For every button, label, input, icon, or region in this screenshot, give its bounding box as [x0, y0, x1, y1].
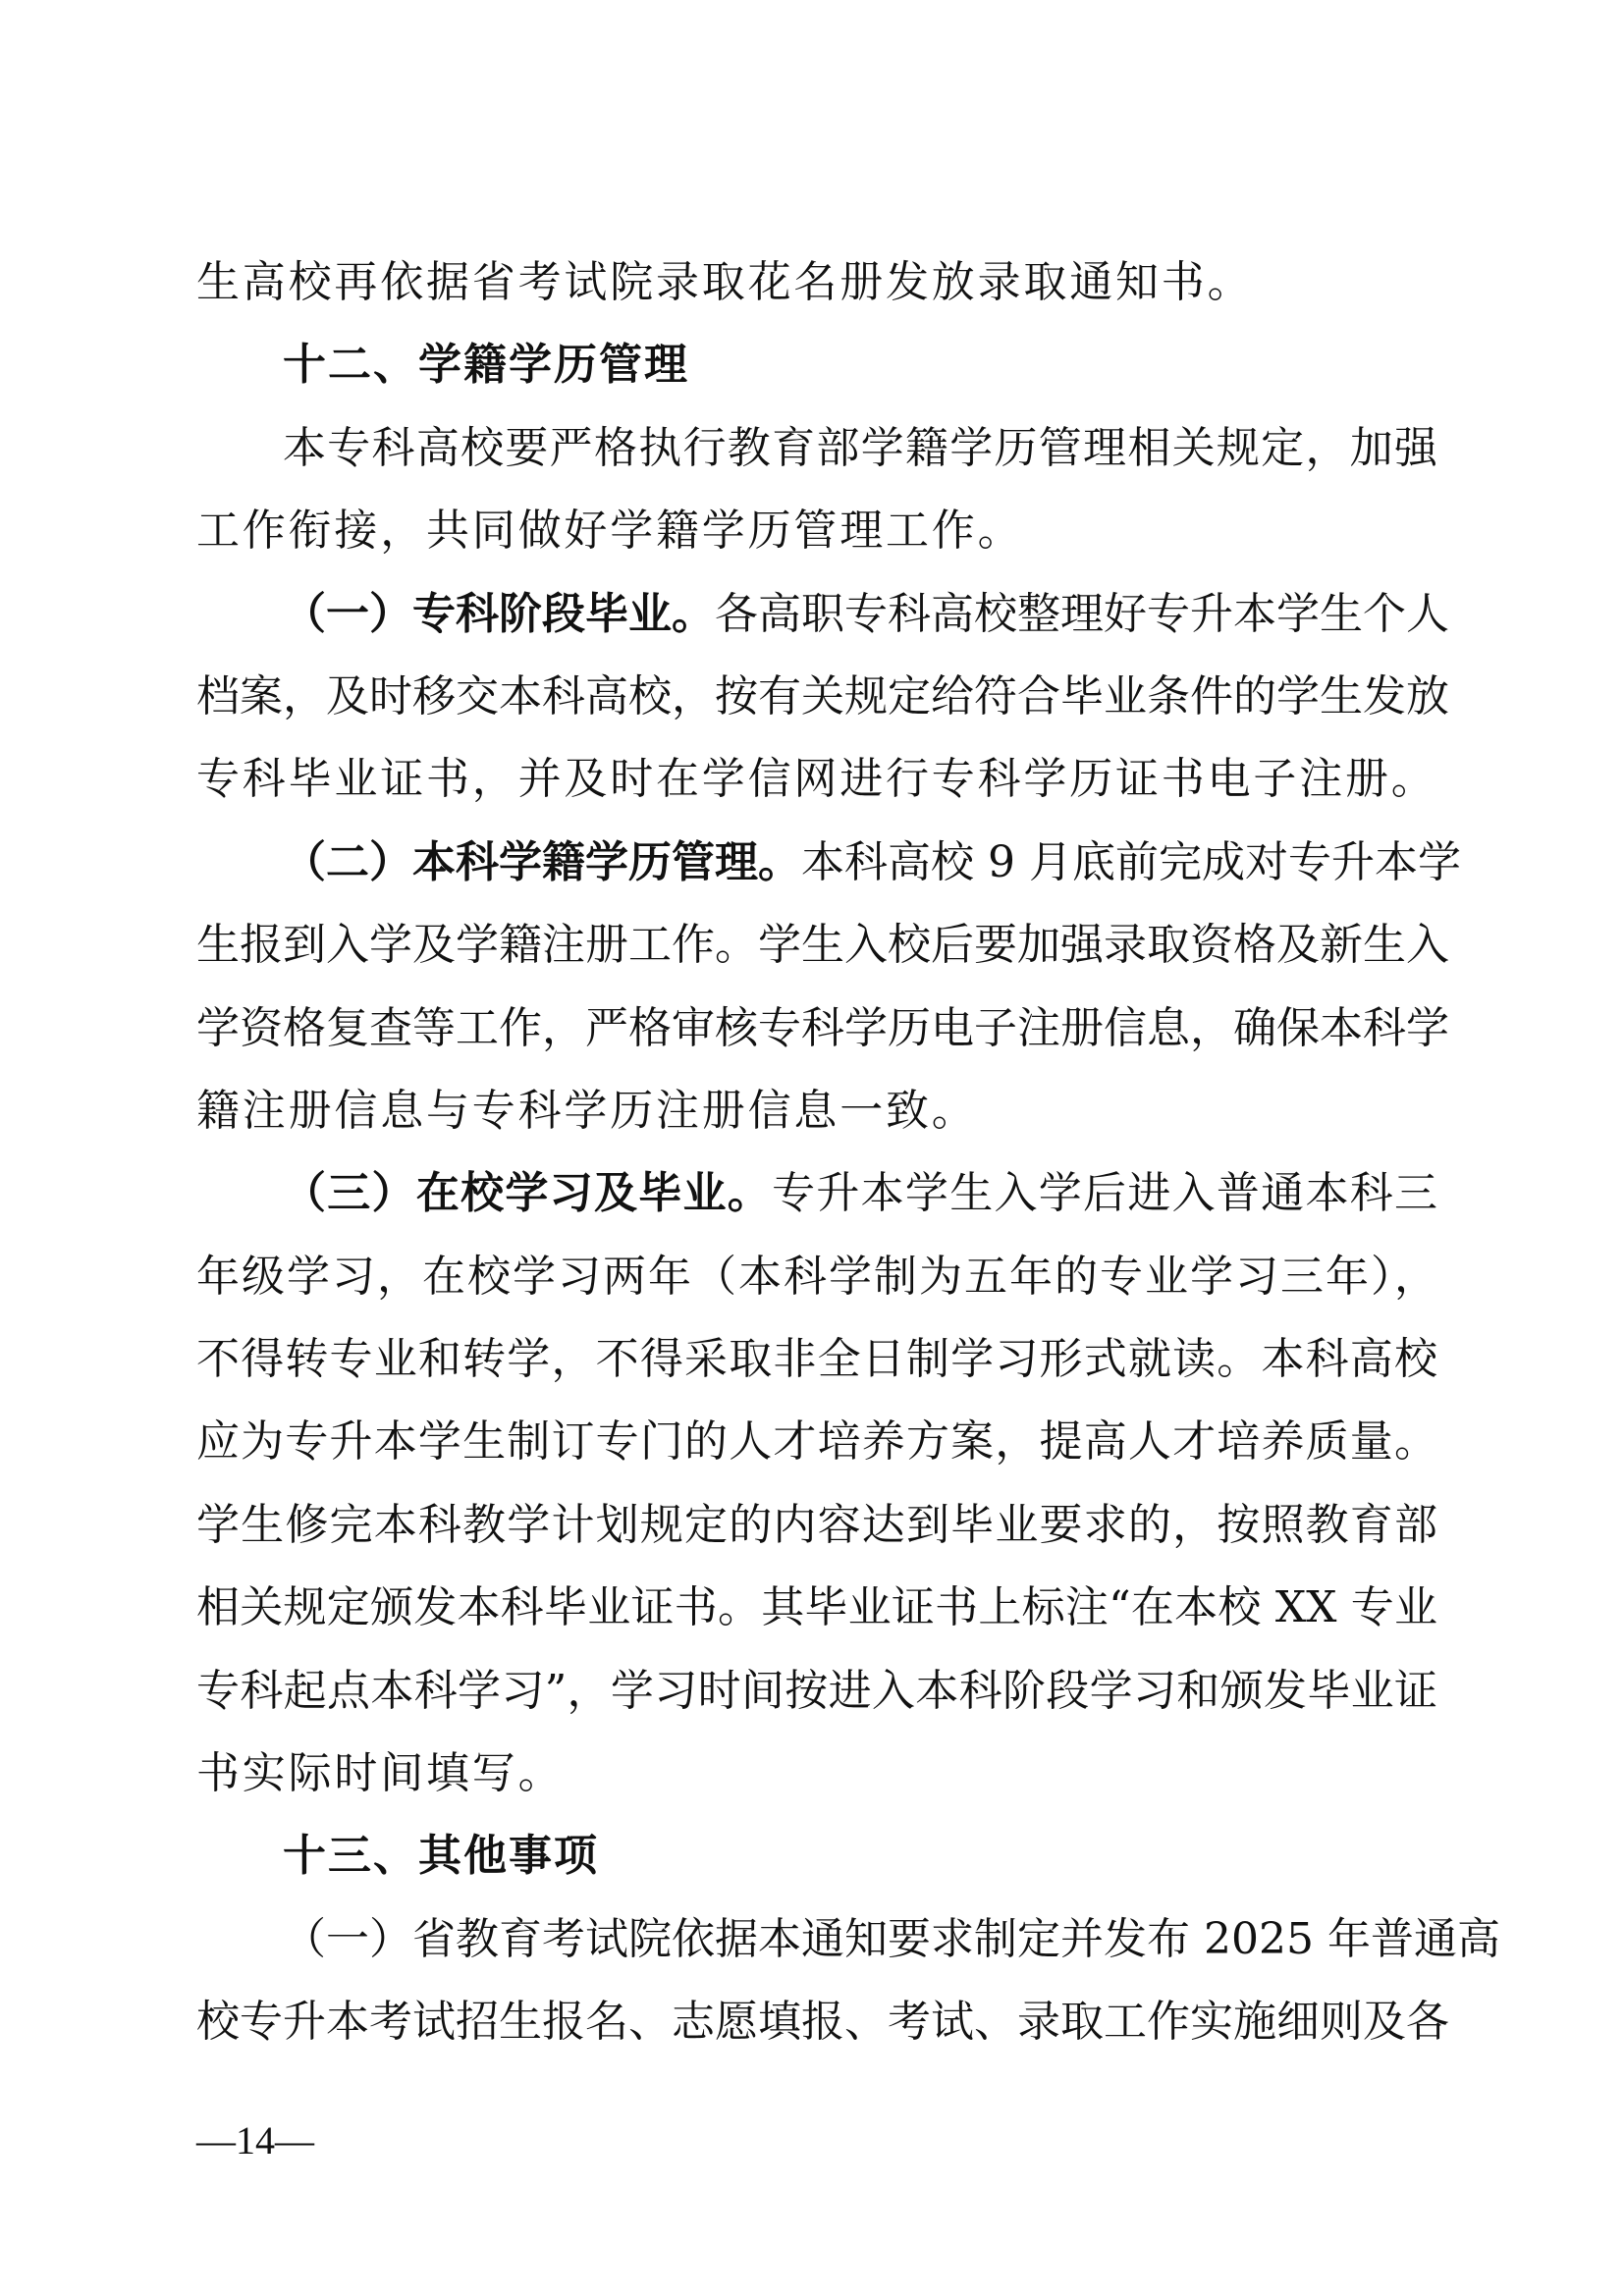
- paragraph-line: （一）省教育考试院依据本通知要求制定并发布 2025 年普通高: [283, 1913, 1500, 1964]
- body-text: [196, 241, 1500, 2064]
- paragraph-line: 学资格复查等工作，严格审核专科学历电子注册信息，确保本科学: [196, 1002, 1449, 1053]
- paragraph-line: 学生修完本科教学计划规定的内容达到毕业要求的，按照教育部: [196, 1499, 1437, 1550]
- paragraph-line: 专科起点本科学习”，学习时间按进入本科阶段学习和颁发毕业证: [196, 1665, 1437, 1716]
- paragraph-line: 工作衔接，共同做好学籍学历管理工作。: [196, 506, 1024, 557]
- section-heading-13: 十三、其他事项: [283, 1831, 599, 1882]
- paragraph-line: 相关规定颁发本科毕业证书。其毕业证书上标注“在本校 XX 专业: [196, 1582, 1437, 1633]
- paragraph-line: 生报到入学及学籍注册工作。学生入校后要加强录取资格及新生入: [196, 920, 1449, 971]
- subsection-line: [196, 573, 1449, 656]
- paragraph-line: 生高校再依据省考试院录取花名册发放录取通知书。: [196, 257, 1254, 307]
- subsection-heading: （一）专科阶段毕业。: [283, 588, 715, 639]
- paragraph-text: 本科高校 9 月底前完成对专升本学: [801, 836, 1461, 887]
- paragraph-line: 不得转专业和转学，不得采取非全日制学习形式就读。本科高校: [196, 1334, 1437, 1385]
- paragraph-line: 书实际时间填写。: [196, 1748, 565, 1799]
- subsection-heading: （三）在校学习及毕业。: [283, 1168, 773, 1219]
- subsection-heading: （二）本科学籍学历管理。: [283, 836, 801, 887]
- paragraph-line: 校专升本考试招生报名、志愿填报、考试、录取工作实施细则及各: [196, 1997, 1449, 2048]
- paragraph-line: 专科毕业证书，并及时在学信网进行专科学历证书电子注册。: [196, 754, 1437, 805]
- paragraph-text: 各高职专科高校整理好专升本学生个人: [715, 588, 1449, 639]
- paragraph-line: 本专科高校要严格执行教育部学籍学历管理相关规定，加强: [283, 422, 1437, 473]
- subsection-line: [196, 1152, 1437, 1235]
- paragraph-line: 籍注册信息与专科学历注册信息一致。: [196, 1085, 978, 1136]
- page-number: —14—: [196, 2118, 314, 2163]
- subsection-line: [196, 822, 1461, 904]
- paragraph-text: 专升本学生入学后进入普通本科三: [772, 1168, 1438, 1219]
- paragraph-line: 年级学习，在校学习两年（本科学制为五年的专业学习三年），: [196, 1251, 1437, 1302]
- paragraph-line: 应为专升本学生制订专门的人才培养方案，提高人才培养质量。: [196, 1416, 1437, 1468]
- paragraph-line: 档案，及时移交本科高校，按有关规定给符合毕业条件的学生发放: [196, 670, 1449, 721]
- section-heading-12: 十二、学籍学历管理: [283, 340, 689, 391]
